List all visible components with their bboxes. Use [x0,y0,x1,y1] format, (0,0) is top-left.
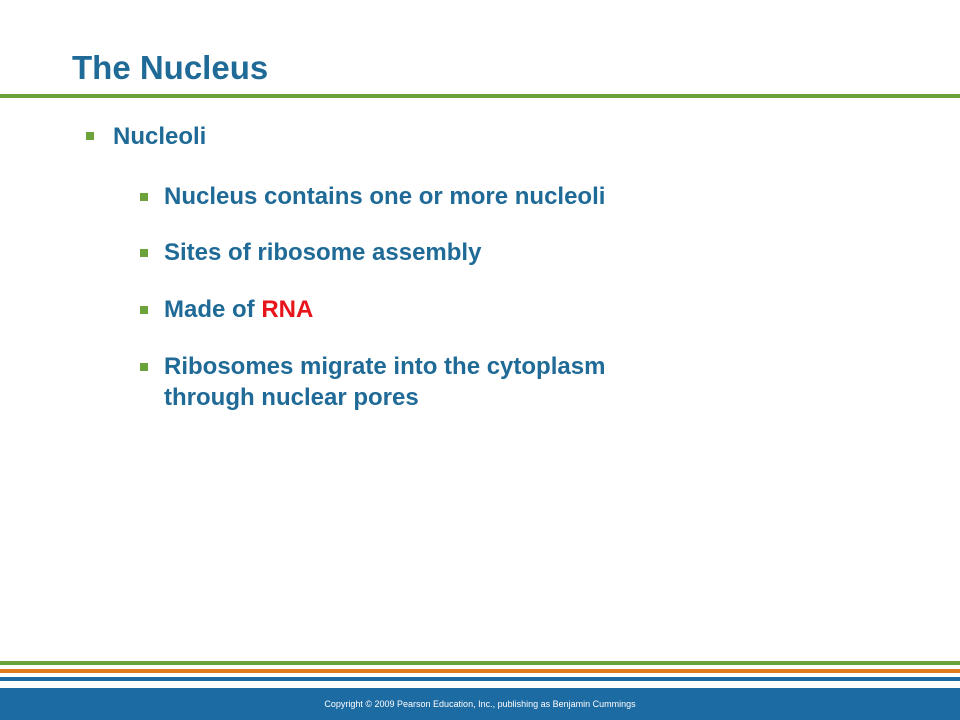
title-underline [0,94,960,98]
copyright-text: Copyright © 2009 Pearson Education, Inc., publishing as Benjamin Cummings [324,699,636,709]
bullet-made-of-rna [140,294,313,325]
bullet-text [164,351,605,413]
bullet-text-line2: through nuclear pores [164,384,419,411]
bullet-text [164,294,313,325]
bullet-text-prefix: Made of [164,296,262,323]
footer-stripe-orange [0,669,960,673]
bullet-text: Nucleoli [113,123,207,150]
square-bullet-icon [140,249,148,257]
bullet-text-line1: Ribosomes migrate into the cytoplasm [164,353,606,380]
bullet-sites-ribosome [140,237,481,268]
slide-title: The Nucleus [72,49,269,86]
bullet-nucleoli [86,121,206,152]
highlight-rna: RNA [261,296,314,323]
square-bullet-icon [140,193,148,201]
square-bullet-icon [140,306,148,314]
footer-stripe-blue [0,677,960,681]
footer-stripe-green [0,661,960,665]
bullet-text: Sites of ribosome assembly [164,239,482,266]
square-bullet-icon [140,363,148,371]
bullet-text: Nucleus contains one or more nucleoli [164,183,606,210]
bullet-ribosomes-migrate [140,351,605,413]
bullet-nucleus-contains [140,181,605,212]
square-bullet-icon [86,132,94,140]
footer-bar [0,688,960,720]
